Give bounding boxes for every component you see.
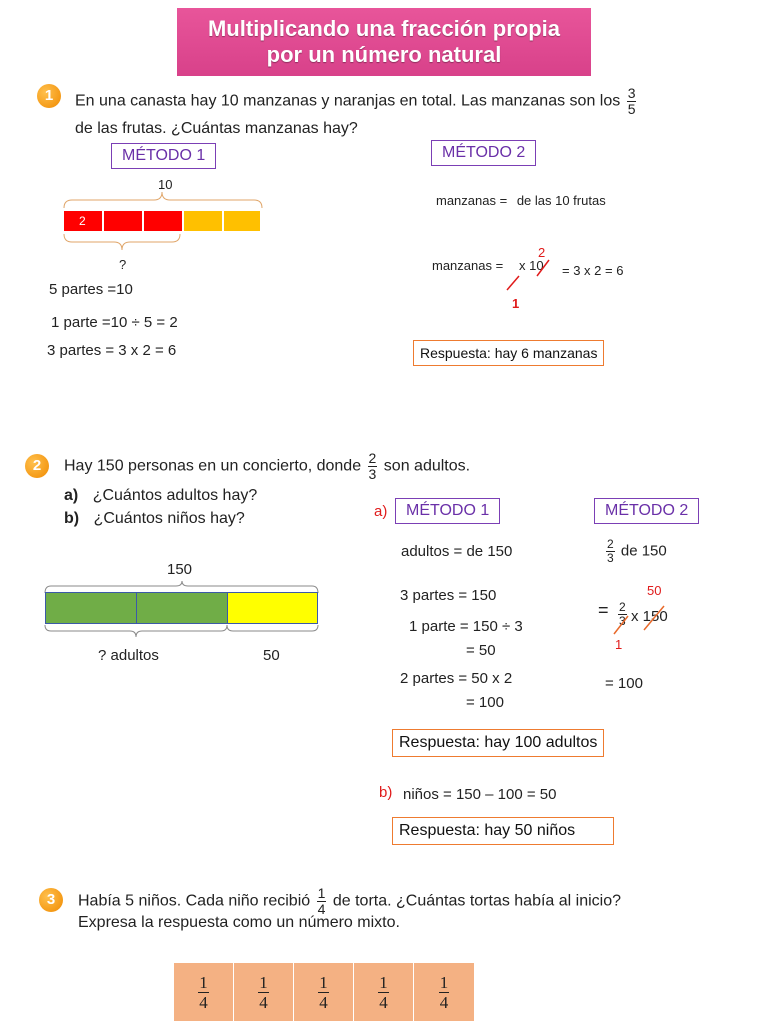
p1-step-1: 5 partes =10 xyxy=(49,281,133,298)
p1-step-3: 3 partes = 3 x 2 = 6 xyxy=(47,342,177,359)
fraction-numerator: 1 xyxy=(379,972,388,992)
p1-m2-line-1-a: manzanas = xyxy=(436,193,508,208)
fraction-denominator: 4 xyxy=(199,992,208,1012)
p1-bottom-brace xyxy=(62,232,184,252)
p1-method-1-box: MÉTODO 1 xyxy=(111,143,216,169)
p1-bar-total: 10 xyxy=(158,177,173,192)
p2-m2-result: = 100 xyxy=(605,675,643,692)
p2-m1-line-1: adultos = de 150 xyxy=(401,543,513,560)
page-title-banner xyxy=(177,8,591,76)
question-b-label: b) xyxy=(64,510,80,527)
p1-bar-question: ? xyxy=(119,257,127,272)
p3-strip-cell xyxy=(414,963,474,1021)
p1-method-2-box: MÉTODO 2 xyxy=(431,140,536,166)
page-title-line2: por un número natural xyxy=(266,42,502,67)
question-a-text: ¿Cuántos adultos hay? xyxy=(92,487,258,504)
problem-2-question-b xyxy=(64,510,245,528)
p3-strip-cell xyxy=(234,963,294,1021)
problem-2-badge: 2 xyxy=(25,454,49,478)
p2-m2-line-1 xyxy=(604,538,667,565)
p2-method-2-box: MÉTODO 2 xyxy=(594,498,699,524)
fraction-numerator: 2 xyxy=(368,450,377,466)
p1-m2-line-2-c: = 3 x 2 = 6 xyxy=(562,263,624,278)
problem-2-question-a xyxy=(64,487,257,505)
page-title-line1: Multiplicando una fracción propia xyxy=(207,16,561,41)
problem-1-text-line1 xyxy=(75,86,638,117)
p2-m2-multiply: x 150 xyxy=(631,608,668,625)
p2-m1-line-2: 3 partes = 150 xyxy=(400,587,497,604)
p2-m2-cancel-bottom: 1 xyxy=(615,637,623,652)
p2-bar-left-label: ? adultos xyxy=(98,647,159,664)
p2-fraction-bar xyxy=(45,592,318,624)
fraction-numerator: 3 xyxy=(627,85,636,101)
p2-bottom-brace xyxy=(44,624,320,638)
p3-strip-cell xyxy=(294,963,354,1021)
fraction-denominator: 4 xyxy=(319,992,328,1012)
p2-b-line: niños = 150 – 100 = 50 xyxy=(403,786,557,803)
fraction-denominator: 3 xyxy=(619,614,626,628)
p2-m2-line-1-text: de 150 xyxy=(620,542,667,560)
fraction-numerator: 2 xyxy=(607,537,614,551)
p2-m2-fraction xyxy=(606,538,615,565)
p1-answer-box: Respuesta: hay 6 manzanas xyxy=(413,340,604,366)
p2-m1-line-6: = 100 xyxy=(466,694,504,711)
fraction-numerator: 1 xyxy=(199,972,208,992)
p2-m2-cancel-top: 50 xyxy=(647,583,662,598)
p2-m1-line-5: 2 partes = 50 x 2 xyxy=(400,670,513,687)
problem-3-text-line1 xyxy=(78,886,621,917)
fraction-denominator: 4 xyxy=(379,992,388,1012)
p1-bar-first-label: 2 xyxy=(79,214,86,228)
fraction-denominator: 3 xyxy=(607,551,614,565)
p2-part-a-label: a) xyxy=(374,503,388,520)
p2-m2-equals: = xyxy=(598,600,609,620)
p1-bar-segment-red xyxy=(103,210,143,232)
p3-fraction-strip xyxy=(174,963,474,1021)
p1-bar-segment-yellow xyxy=(183,210,223,232)
p1-step-2: 1 parte =10 ÷ 5 = 2 xyxy=(51,314,178,331)
question-b-text: ¿Cuántos niños hay? xyxy=(93,510,245,527)
p1-m2-cancel-strokes xyxy=(505,254,555,294)
p3-strip-cell xyxy=(354,963,414,1021)
problem-3-fraction xyxy=(317,886,327,917)
p2-bar-total: 150 xyxy=(167,561,193,578)
p3-strip-cell xyxy=(174,963,234,1021)
problem-2-text-a: Hay 150 personas en un concierto, donde xyxy=(64,457,362,475)
p1-top-brace xyxy=(62,190,264,210)
problem-1-text-a: En una canasta hay 10 manzanas y naranjas en total. Las manzanas son los xyxy=(75,92,621,110)
problem-1-fraction xyxy=(627,86,637,117)
p2-method-1-box: MÉTODO 1 xyxy=(395,498,500,524)
p2-m1-line-4: = 50 xyxy=(466,642,496,659)
p1-fraction-bar xyxy=(63,210,261,232)
p1-m2-line-2-a: manzanas = xyxy=(432,258,504,273)
p2-bar-right-label: 50 xyxy=(263,647,280,664)
fraction-numerator: 1 xyxy=(259,972,268,992)
question-a-label: a) xyxy=(64,487,79,504)
p1-m2-line-2-b: x 10 xyxy=(519,258,544,273)
p2-bar-segment-green xyxy=(45,592,137,624)
fraction-numerator: 1 xyxy=(319,972,328,992)
problem-2-fraction xyxy=(368,451,378,482)
fraction-denominator: 5 xyxy=(627,101,636,117)
p2-bar-segment-yellow xyxy=(227,592,318,624)
fraction-numerator: 1 xyxy=(439,972,449,992)
p2-bar-segment-green xyxy=(136,592,228,624)
problem-2-text-line1 xyxy=(64,451,470,482)
fraction-numerator: 2 xyxy=(619,600,626,614)
p2-answer-b-box: Respuesta: hay 50 niños xyxy=(392,817,614,845)
p1-bar-segment-red xyxy=(143,210,183,232)
fraction-denominator: 4 xyxy=(259,992,268,1012)
p1-m2-line-1 xyxy=(436,193,606,208)
fraction-denominator: 4 xyxy=(439,992,449,1012)
problem-3-text-a: Había 5 niños. Cada niño recibió xyxy=(78,892,311,910)
problem-1-text-line2: de las frutas. ¿Cuántas manzanas hay? xyxy=(75,120,358,137)
p1-bar-segment-yellow xyxy=(223,210,261,232)
p2-m1-line-3: 1 parte = 150 ÷ 3 xyxy=(409,618,523,635)
p2-answer-a-box: Respuesta: hay 100 adultos xyxy=(392,729,604,757)
fraction-denominator: 3 xyxy=(368,466,377,482)
fraction-numerator: 1 xyxy=(317,885,326,901)
problem-3-text-b: de torta. ¿Cuántas tortas había al inicio? xyxy=(332,892,622,910)
fraction-denominator: 4 xyxy=(317,901,326,917)
p2-m2-cancel-strokes xyxy=(612,600,668,636)
problem-2-text-b: son adultos. xyxy=(383,457,471,475)
problem-3-text-line2: Expresa la respuesta como un número mixto. xyxy=(78,914,400,931)
p1-m2-cancel-bottom: 1 xyxy=(512,296,520,311)
p1-m2-line-1-b: de las 10 frutas xyxy=(516,193,606,208)
p1-m2-cancel-top: 2 xyxy=(538,245,546,260)
p2-part-b-label: b) xyxy=(379,784,393,801)
problem-1-badge: 1 xyxy=(37,84,61,108)
problem-3-badge: 3 xyxy=(39,888,63,912)
